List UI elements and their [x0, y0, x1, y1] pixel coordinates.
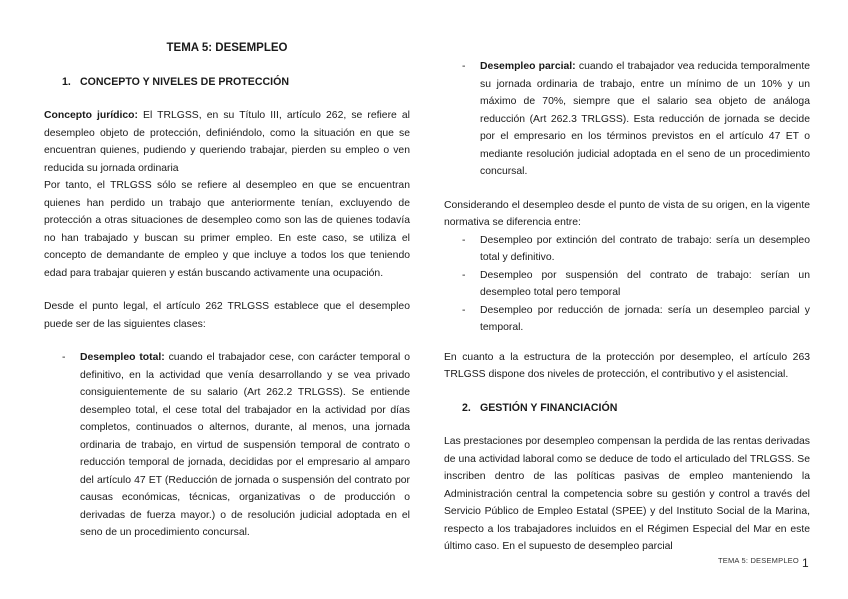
list-item: [444, 232, 810, 267]
item-text: cuando el trabajador cese, con carácter temporal o definitivo, en la actividad que venía desarrollando y se vea privado consiguientemente de su salario (Art 262.2 TRLGSS). Se entiende desempleo total, el cese total del trabajador en la actividad por días completos, continuados o alternos, durante, al menos, una jornada ordinaria de trabajo, en virtud de suspensión temporal de contrato o reducción temporal de jornada, decididas por el empresario al amparo del artículo 47 ET (Reducción de jornada o suspensión del contrato por causas económicas, técnicas, organizativas o de producción o derivadas de fuerza mayor.) o de resolución judicial adoptada en el seno de un procedimiento concursal.: [80, 352, 411, 538]
paragraph-origen: Considerando el desempleo desde el punto de vista de su origen, en la vigente normativa se diferencia entre:: [444, 199, 810, 228]
origin-list: [444, 232, 810, 337]
paragraph-estructura: En cuanto a la estructura de la protección por desempleo, el artículo 263 TRLGSS dispone dos niveles de protección, el contributivo y el asistencial.: [444, 351, 810, 380]
dash-bullet-icon: -: [62, 352, 66, 363]
dash-bullet-icon: -: [462, 234, 466, 246]
item-text: Desempleo por suspensión del contrato de trabajo: serían un desempleo total pero temporal: [480, 269, 810, 298]
left-column: [44, 40, 410, 542]
paragraph-concepto: [44, 107, 410, 177]
concepto-text: El TRLGSS, en su Título III, artículo 262, se refiere al desempleo objeto de protección, definiéndolo, como la situación en que se encuentran quienes, pudiendo y queriendo trabajar, pierden su empleo o ven reducida su jornada ordinaria: [44, 110, 410, 174]
section-number: 1.: [62, 75, 71, 88]
concepto-label: Concepto jurídico:: [44, 110, 138, 121]
item-text: Desempleo por extinción del contrato de trabajo: sería un desempleo total y definitivo.: [480, 234, 810, 263]
right-column: [444, 58, 810, 556]
list-item: [444, 302, 810, 337]
section-title: GESTIÓN Y FINANCIACIÓN: [480, 401, 618, 414]
paragraph-prestaciones: Las prestaciones por desempleo compensan la perdida de las rentas derivadas de una actividad laboral como se deduce de todo el articulado del TRLGSS. Se inscriben dentro de las políticas pasivas de empleo manteniendo la Administración central la competencia sobre su gestión y control a través del Servicio Público de Empleo Estatal (SPEE) y del Instituto Social de la Marina, respecto a los trabajadores incluidos en el Régimen Especial del Mar en este último caso. En el supuesto de desempleo parcial: [444, 436, 810, 552]
page-title: TEMA 5: DESEMPLEO: [166, 42, 288, 54]
list-item: [444, 267, 810, 302]
item-text: Desempleo por reducción de jornada: sería un desempleo parcial y temporal.: [480, 304, 810, 333]
item-label: Desempleo total:: [80, 352, 165, 363]
list-item: [444, 58, 810, 181]
page-number: 1: [802, 556, 809, 570]
clases-list: [44, 349, 410, 542]
footer-label: TEMA 5: DESEMPLEO: [718, 556, 799, 565]
section-title: CONCEPTO Y NIVELES DE PROTECCIÓN: [80, 75, 289, 88]
dash-bullet-icon: -: [462, 269, 466, 281]
item-text: cuando el trabajador vea reducida temporalmente su jornada ordinaria de trabajo, entre un mínimo de un 10% y un máximo de 70%, siempre que el salario sea objeto de análoga reducción (Art 262.3 TRLGSS). Esta reducción de jornada se decide por el empresario en los términos previstos en el artículo 47 ET o mediante resolución judicial adoptada en el seno de un procedimiento concursal.: [480, 61, 811, 177]
item-label: Desempleo parcial:: [480, 61, 576, 72]
dash-bullet-icon: -: [462, 304, 466, 316]
section-heading-1: [44, 74, 410, 92]
section-heading-2: [444, 400, 810, 418]
dash-bullet-icon: -: [462, 61, 466, 72]
paragraph-por-tanto: Por tanto, el TRLGSS sólo se refiere al desempleo en que se encuentran quienes han perdido un trabajo que anteriormente tenían, excluyendo de protección a otras situaciones de desempleo como son las de quienes todavía no han trabajado y buscan su primer empleo. En este caso, se utiliza el concepto de demandante de empleo y que incluye a todos los que teniendo edad para trabajar quieren y están buscando activamente una ocupación.: [44, 180, 410, 279]
section-number: 2.: [462, 401, 471, 414]
clases-list-continued: [444, 58, 810, 181]
paragraph-punto-legal: Desde el punto legal, el artículo 262 TRLGSS establece que el desempleo puede ser de las siguientes clases:: [44, 301, 410, 330]
list-item: [44, 349, 410, 542]
